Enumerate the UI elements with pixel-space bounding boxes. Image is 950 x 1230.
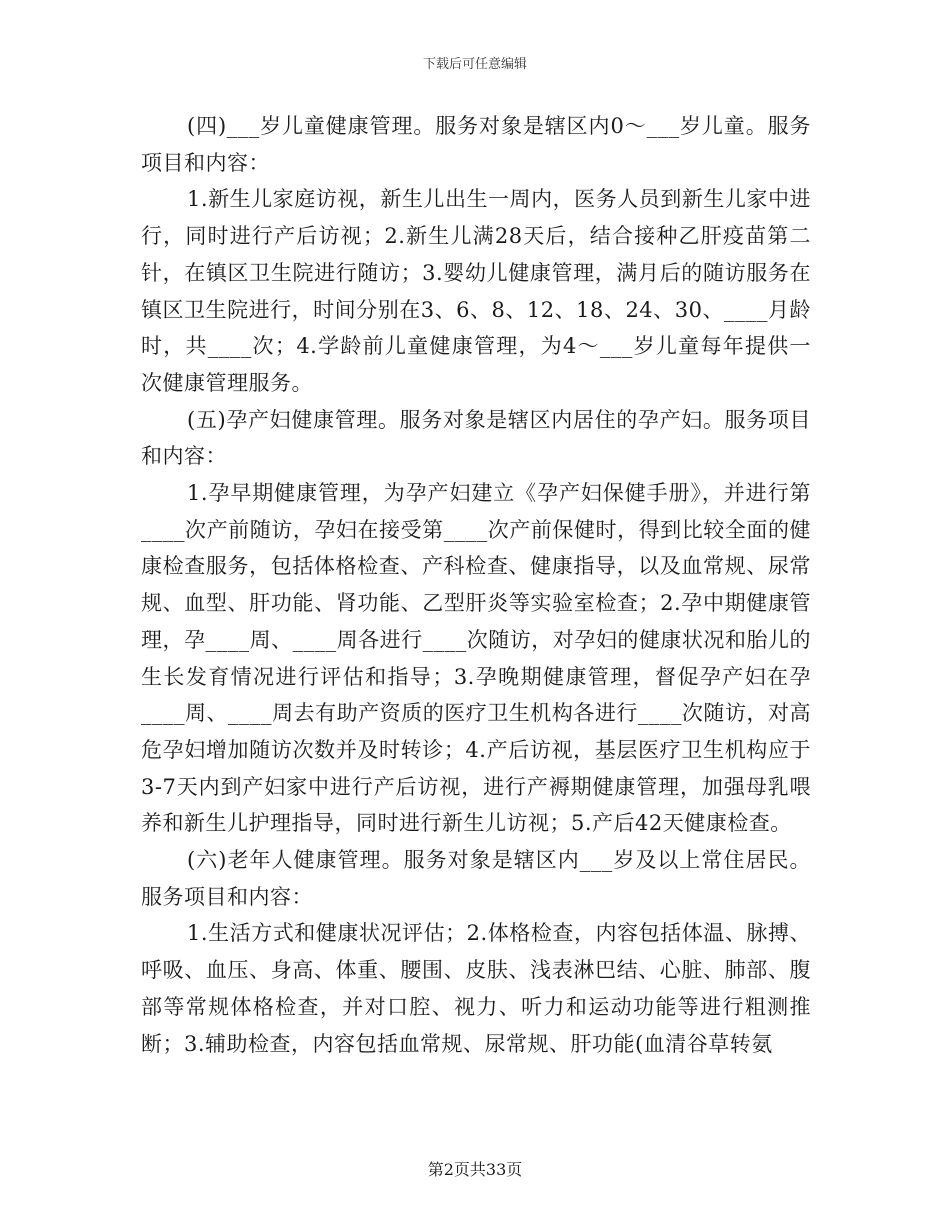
page-header: 下载后可任意编辑 — [422, 57, 527, 72]
paragraph-maternal-items: 1.孕早期健康管理，为孕产妇建立《孕产妇保健手册》，并进行第____次产前随访，孕妇在接受第____次产前保健时，得到比较全面的健康检查服务，包括体格检查、产科检查、健康指导，以及血常规、尿常规、血型、肝功能、肾功能、乙型肝炎等实验室检查；2.孕中期健康管理，孕____周、____周各进行____次随访，对孕妇的健康状况和胎儿的生长发育情况进行评估和指导；3.孕晚期健康管理，督促孕产妇在孕____周、____周去有助产资质的医疗卫生机构各进行____次随访，对高危孕妇增加随访次数并及时转诊；4.产后访视，基层医疗卫生机构应于3-7天内到产妇家中进行产后访视，进行产褥期健康管理，加强母乳喂养和新生儿护理指导，同时进行新生儿访视；5.产后42天健康检查。 — [141, 481, 811, 836]
page-footer: 第2页共33页 — [427, 1160, 523, 1179]
paragraph-children-heading: (四)___岁儿童健康管理。服务对象是辖区内0～___岁儿童。服务项目和内容： — [141, 114, 811, 175]
paragraph-maternal-heading: (五)孕产妇健康管理。服务对象是辖区内居住的孕产妇。服务项目和内容： — [141, 407, 811, 469]
paragraph-children-items: 1.新生儿家庭访视，新生儿出生一周内，医务人员到新生儿家中进行，同时进行产后访视；2.新生儿满28天后，结合接种乙肝疫苗第二针，在镇区卫生院进行随访；3.婴幼儿健康管理，满月后的随访服务在镇区卫生院进行，时间分别在3、6、8、12、18、24、30、____月龄时，共____次；4.学龄前儿童健康管理，为4～___岁儿童每年提供一次健康管理服务。 — [141, 187, 811, 395]
document-body — [141, 108, 811, 1062]
paragraph-elderly-heading: (六)老年人健康管理。服务对象是辖区内___岁及以上常住居民。服务项目和内容： — [141, 848, 811, 909]
paragraph-elderly-items: 1.生活方式和健康状况评估；2.体格检查，内容包括体温、脉搏、呼吸、血压、身高、体重、腰围、皮肤、浅表淋巴结、心脏、肺部、腹部等常规体格检查，并对口腔、视力、听力和运动功能等进行粗测推断；3.辅助检查，内容包括血常规、尿常规、肝功能(血清谷草转氨 — [141, 921, 811, 1056]
